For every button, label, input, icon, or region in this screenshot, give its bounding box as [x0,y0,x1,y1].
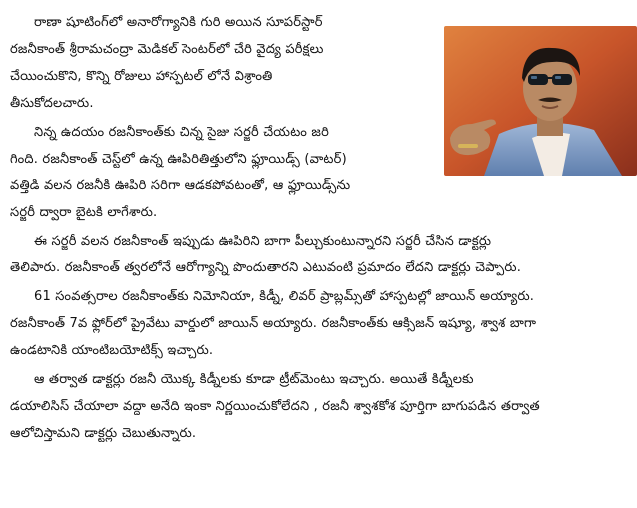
article-line: ఈ సర్జరీ వలన రజనీకాంత్ ఇప్పుడు ఊపిరిని బాగా పీల్చుకుంటున్నారని సర్జరీ చేసిన డాక్టర్లు [34,234,492,249]
article-line: ఉండటానికి యాంటిబయోటిక్స్ ఇచ్చారు. [10,343,214,358]
article-line: గింది. రజనీకాంత్ చెస్ట్‌లో ఉన్న ఊపిరితిత్తులోని ఫ్లూయిడ్స్ (వాటర్) [10,152,347,167]
article-line: రజనీకాంత్ శ్రీరామచంద్రా మెడికల్ సెంటర్‌లో చేరి వైద్య పరీక్షలు [10,42,324,57]
article-line: 61 సంవత్సరాల రజనీకాంత్‌కు నిమోనియా, కిడ్నీ, లివర్ ప్రాబ్లమ్స్‌తో హాస్పటల్లో జాయిన్ అయ్యారు. [34,289,535,304]
article-line: రాణా షూటింగ్‌లో అనారోగ్యానికి గురి అయిన సూపర్‌స్టార్ [34,15,323,30]
article-line: సర్జరీ ద్వారా బైటకి లాగేశారు. [10,205,158,220]
article-line: రజనీకాంత్ 7వ ఫ్లోర్‌లో ప్రైవేటు వార్డులో జాయిన్ అయ్యారు. రజనీకాంత్‌కు ఆక్సిజన్ ఇష్యూ, శ్వాశ బాగా [10,316,537,331]
actor-photo [444,26,637,176]
article-line: తీసుకోదలచారు. [10,96,94,111]
article-line: చేయించుకొని, కొన్ని రోజులు హాస్పటల్ లోనే విశ్రాంతి [10,69,273,84]
article-line: వత్తిడి వలన రజనీకి ఊపిరి సరిగా ఆడకపోవటంతో, ఆ ఫ్లూయిడ్స్‌ను [10,178,351,193]
article-line: డయాలిసిస్ చేయాలా వద్దా అనేది ఇంకా నిర్ణయించుకోలేదని , రజనీ శ్వాశకోశ పూర్తిగా బాగుపడిన తర్వాత [10,399,540,414]
article-line: తెలిపారు. రజనీకాంత్ త్వరలోనే ఆరోగ్యాన్ని పొందుతారని ఎటువంటి ప్రమాదం లేదని డాక్టర్లు చెప్పారు. [10,260,522,275]
person-with-sunglasses-icon [444,26,637,176]
article-line: నిన్న ఉదయం రజనీకాంత్‌కు చిన్న సైజు సర్జరీ చేయటం జరి [34,125,329,140]
article-line: ఆలోచిస్తామని డాక్టర్లు చెబుతున్నారు. [10,426,197,441]
article-line: ఆ తర్వాత డాక్టర్లు రజనీ యొక్క కిడ్నీలకు కూడా ట్రీట్‌మెంటు ఇచ్చారు. అయితే కిడ్నీలకు [34,372,474,387]
